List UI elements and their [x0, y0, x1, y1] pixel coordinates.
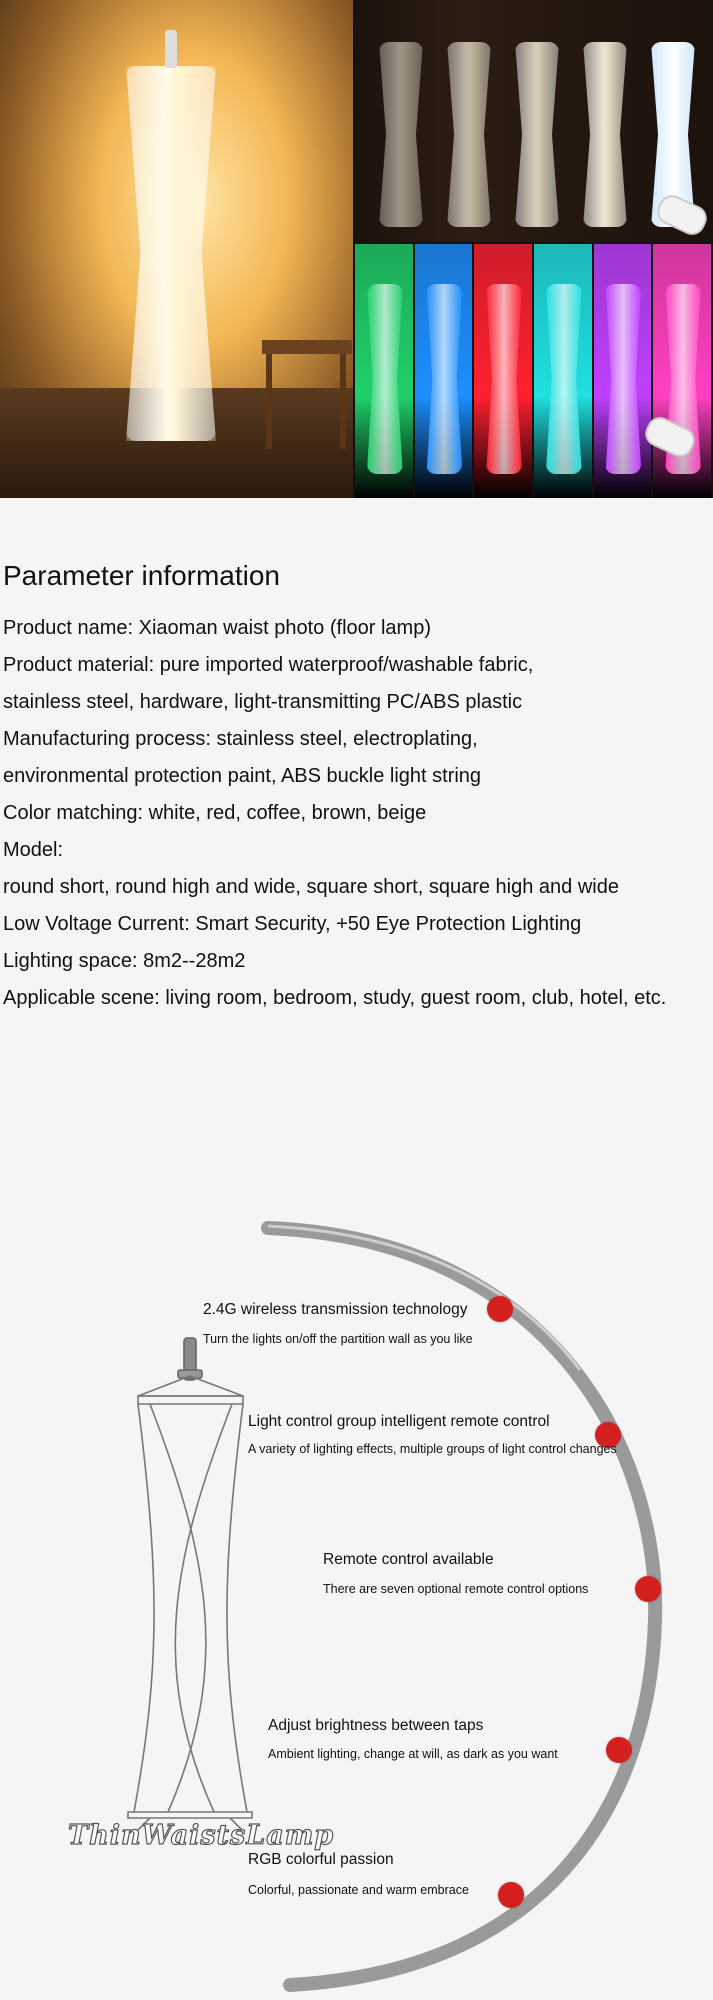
rgb-lamp	[605, 284, 641, 474]
warm-light-room-photo	[0, 0, 353, 498]
rgb-lamp	[426, 284, 462, 474]
dimming-levels-photo	[355, 0, 713, 242]
rgb-lamp-panel	[474, 244, 532, 498]
rgb-lamp-panel	[594, 244, 652, 498]
feature-dot-4	[606, 1737, 632, 1763]
rgb-colors-photo	[355, 244, 713, 498]
feature-desc-2: A variety of lighting effects, multiple groups of light control changes	[248, 1442, 617, 1456]
product-photo-collage	[0, 0, 713, 498]
feature-dot-1	[487, 1296, 513, 1322]
lamp-dim-3	[515, 42, 559, 227]
feature-title-2: Light control group intelligent remote control	[248, 1413, 550, 1430]
param-line: Manufacturing process: stainless steel, electroplating,	[3, 728, 478, 750]
rgb-lamp-panel	[415, 244, 473, 498]
param-line: stainless steel, hardware, light-transmitting PC/ABS plastic	[3, 691, 523, 713]
param-line: Product name: Xiaoman waist photo (floor lamp)	[3, 617, 431, 639]
diagram-graphics	[0, 1200, 713, 2000]
param-line: Color matching: white, red, coffee, brown, beige	[3, 802, 427, 824]
param-line: Low Voltage Current: Smart Security, +50 Eye Protection Lighting	[3, 913, 582, 935]
lamp-dim-2	[447, 42, 491, 227]
parameter-information-section	[3, 560, 711, 1017]
feature-desc-4: Ambient lighting, change at will, as dark as you want	[268, 1747, 558, 1761]
feature-title-1: 2.4G wireless transmission technology	[203, 1301, 468, 1318]
rgb-lamp	[486, 284, 522, 474]
feature-title-3: Remote control available	[323, 1551, 494, 1568]
param-line: Model:	[3, 839, 64, 861]
remote-control-icon	[653, 191, 711, 239]
feature-diagram	[0, 1200, 713, 2000]
param-line: Product material: pure imported waterproof/washable fabric,	[3, 654, 534, 676]
lamp-finial	[165, 30, 177, 68]
rgb-lamp	[546, 284, 582, 474]
brand-logo-text: ThinWaistsLamp	[68, 1820, 335, 1851]
section-heading: Parameter information	[3, 560, 281, 591]
feature-desc-1: Turn the lights on/off the partition wall as you like	[203, 1332, 473, 1346]
param-line: Applicable scene: living room, bedroom, study, guest room, club, hotel, etc.	[3, 987, 667, 1009]
floor-lamp	[126, 66, 216, 441]
param-line: round short, round high and wide, square short, square high and wide	[3, 876, 619, 898]
param-line: environmental protection paint, ABS buckle light string	[3, 765, 482, 787]
rgb-lamp-panel	[534, 244, 592, 498]
rgb-lamp-panel	[355, 244, 413, 498]
lamp-line-drawing	[128, 1338, 252, 1830]
side-table	[262, 340, 352, 354]
feature-desc-5: Colorful, passionate and warm embrace	[248, 1883, 469, 1897]
feature-desc-3: There are seven optional remote control options	[323, 1582, 589, 1596]
feature-title-4: Adjust brightness between taps	[268, 1717, 484, 1734]
rgb-lamp-panel	[653, 244, 711, 498]
lamp-dim-1	[379, 42, 423, 227]
arc-highlight	[268, 1226, 580, 1370]
param-line: Lighting space: 8m2--28m2	[3, 950, 246, 972]
lamp-dim-4	[583, 42, 627, 227]
feature-dot-5	[498, 1882, 524, 1908]
feature-title-5: RGB colorful passion	[248, 1851, 394, 1868]
feature-dot-3	[635, 1576, 661, 1602]
rgb-lamp	[367, 284, 403, 474]
